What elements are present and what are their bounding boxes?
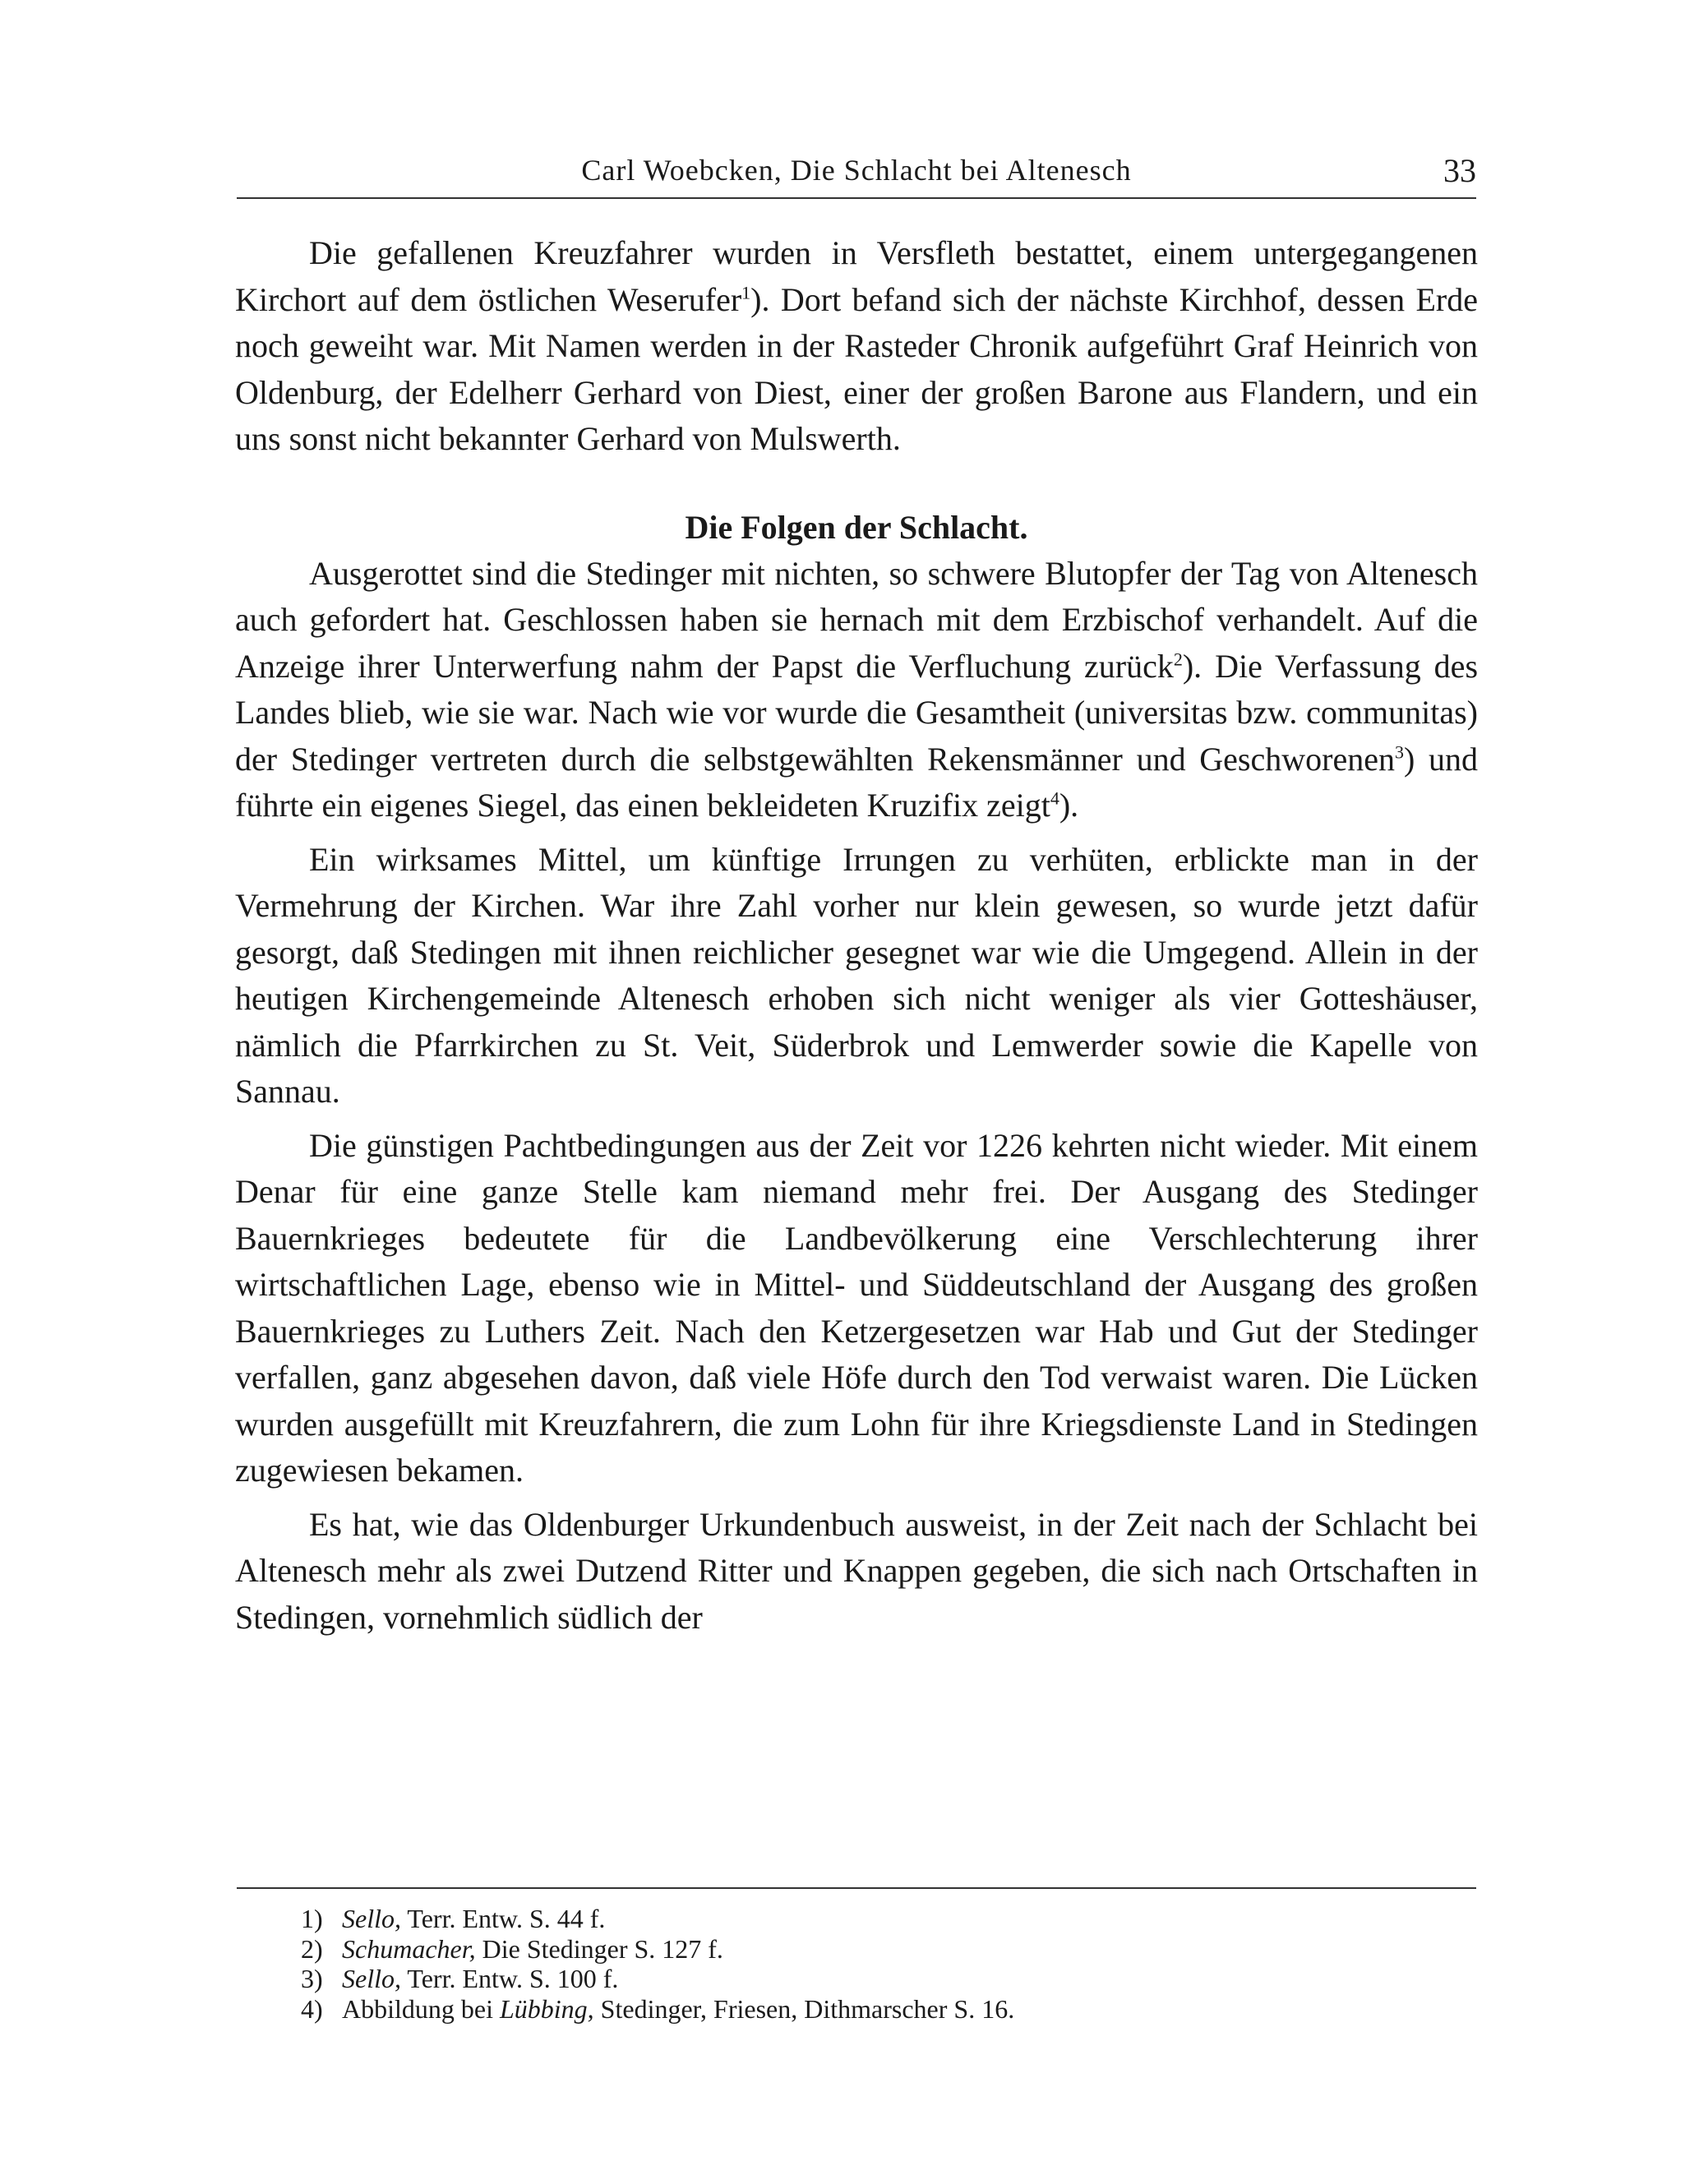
paragraph-5: Es hat, wie das Oldenburger Urkundenbuch ausweist, in der Zeit nach der Schlacht bei Altenesch mehr als zwei Dutzend Ritter und Knappen gegeben, die sich nach Ortschaften in Stedingen, vornehmlich südlich der — [235, 1505, 1478, 1636]
footnote-1: 1) Sello, Terr. Entw. S. 44 f. — [301, 1904, 606, 1933]
header-rule — [237, 197, 1476, 199]
page-number: 33 — [1443, 152, 1476, 189]
paragraph-4: Die günstigen Pachtbedingungen aus der Zeit vor 1226 kehrten nicht wieder. Mit einem Denar für eine ganze Stelle kam niemand mehr frei. Der Ausgang des Stedinger Bauernkrieges bedeutete für die Landbevölkerung eine Verschlechterung ihrer wirtschaftlichen Lage, ebenso wie in Mittel- und Süddeutschland der Ausgang des großen Bauernkrieges zu Luthers Zeit. Nach den Ketzergesetzen war Hab und Gut der Stedinger verfallen, ganz abgesehen davon, daß viele Höfe durch den Tod verwaist waren. Die Lücken wurden ausgefüllt mit Kreuzfahrern, die zum Lohn für ihre Kriegsdienste Land in Stedingen zugewiesen bekamen. — [235, 1126, 1478, 1489]
footnote-4: 4) Abbildung bei Lübbing, Stedinger, Friesen, Dithmarscher S. 16. — [301, 1993, 1015, 2024]
footnote-ref-4: 4 — [1050, 787, 1059, 809]
paragraph-3: Ein wirksames Mittel, um künftige Irrungen zu verhüten, erblickte man in der Vermehrung der Kirchen. War ihre Zahl vorher nur klein gewesen, so wurde jetzt dafür gesorgt, daß Stedingen mit ihnen reichlicher gesegnet war wie die Umgegend. Allein in der heutigen Kirchengemeinde Altenesch erhoben sich nicht weniger als vier Gotteshäuser, nämlich die Pfarrkirchen zu St. Veit, Süderbrok und Lemwerder sowie die Kapelle von Sannau. — [235, 840, 1478, 1110]
footnote-ref-2: 2 — [1173, 649, 1183, 670]
footnote-ref-3: 3 — [1394, 741, 1404, 763]
running-head — [237, 148, 1476, 191]
section-heading: Die Folgen der Schlacht. — [685, 508, 1028, 546]
body-text — [235, 230, 1478, 1641]
footnotes — [301, 1904, 1369, 2024]
paragraph-2: Ausgerottet sind die Stedinger mit nichten, so schwere Blutopfer der Tag von Altenesch auch gefordert hat. Geschlossen haben sie hernach mit dem Erzbischof verhandelt. Auf die Anzeige ihrer Unterwerfung nahm der Papst die Verfluchung zurück$^2$). Die Verfassung des Landes blieb, wie sie war. Nach wie vor wurde die Gesamtheit (universitas bzw. communitas) der Stedinger vertreten durch die selbstgewählten Rekensmänner und Geschworenen$^3$) und führte ein eigenes Siegel, das einen bekleideten Kruzifix zeigt$^4$). — [235, 554, 1479, 824]
running-title: Carl Woebcken, Die Schlacht bei Altenesch — [581, 154, 1132, 187]
footnote-ref-1: 1 — [741, 282, 751, 303]
footnote-rule — [237, 1887, 1476, 1889]
footnote-3: 3) Sello, Terr. Entw. S. 100 f. — [301, 1964, 619, 1993]
paragraph-1: Die gefallenen Kreuzfahrer wurden in Versfleth bestattet, einem untergegangenen Kirchort auf dem östlichen Weserufer$^1$). Dort befand sich der nächste Kirchhof, dessen Erde noch geweiht war. Mit Namen werden in der Rasteder Chronik aufgeführt Graf Heinrich von Oldenburg, der Edelherr Gerhard von Diest, einer der großen Barone aus Flandern, und ein uns sonst nicht bekannter Gerhard von Mulswerth. — [235, 234, 1478, 457]
footnote-2: 2) Schumacher, Die Stedinger S. 127 f. — [301, 1933, 723, 1964]
